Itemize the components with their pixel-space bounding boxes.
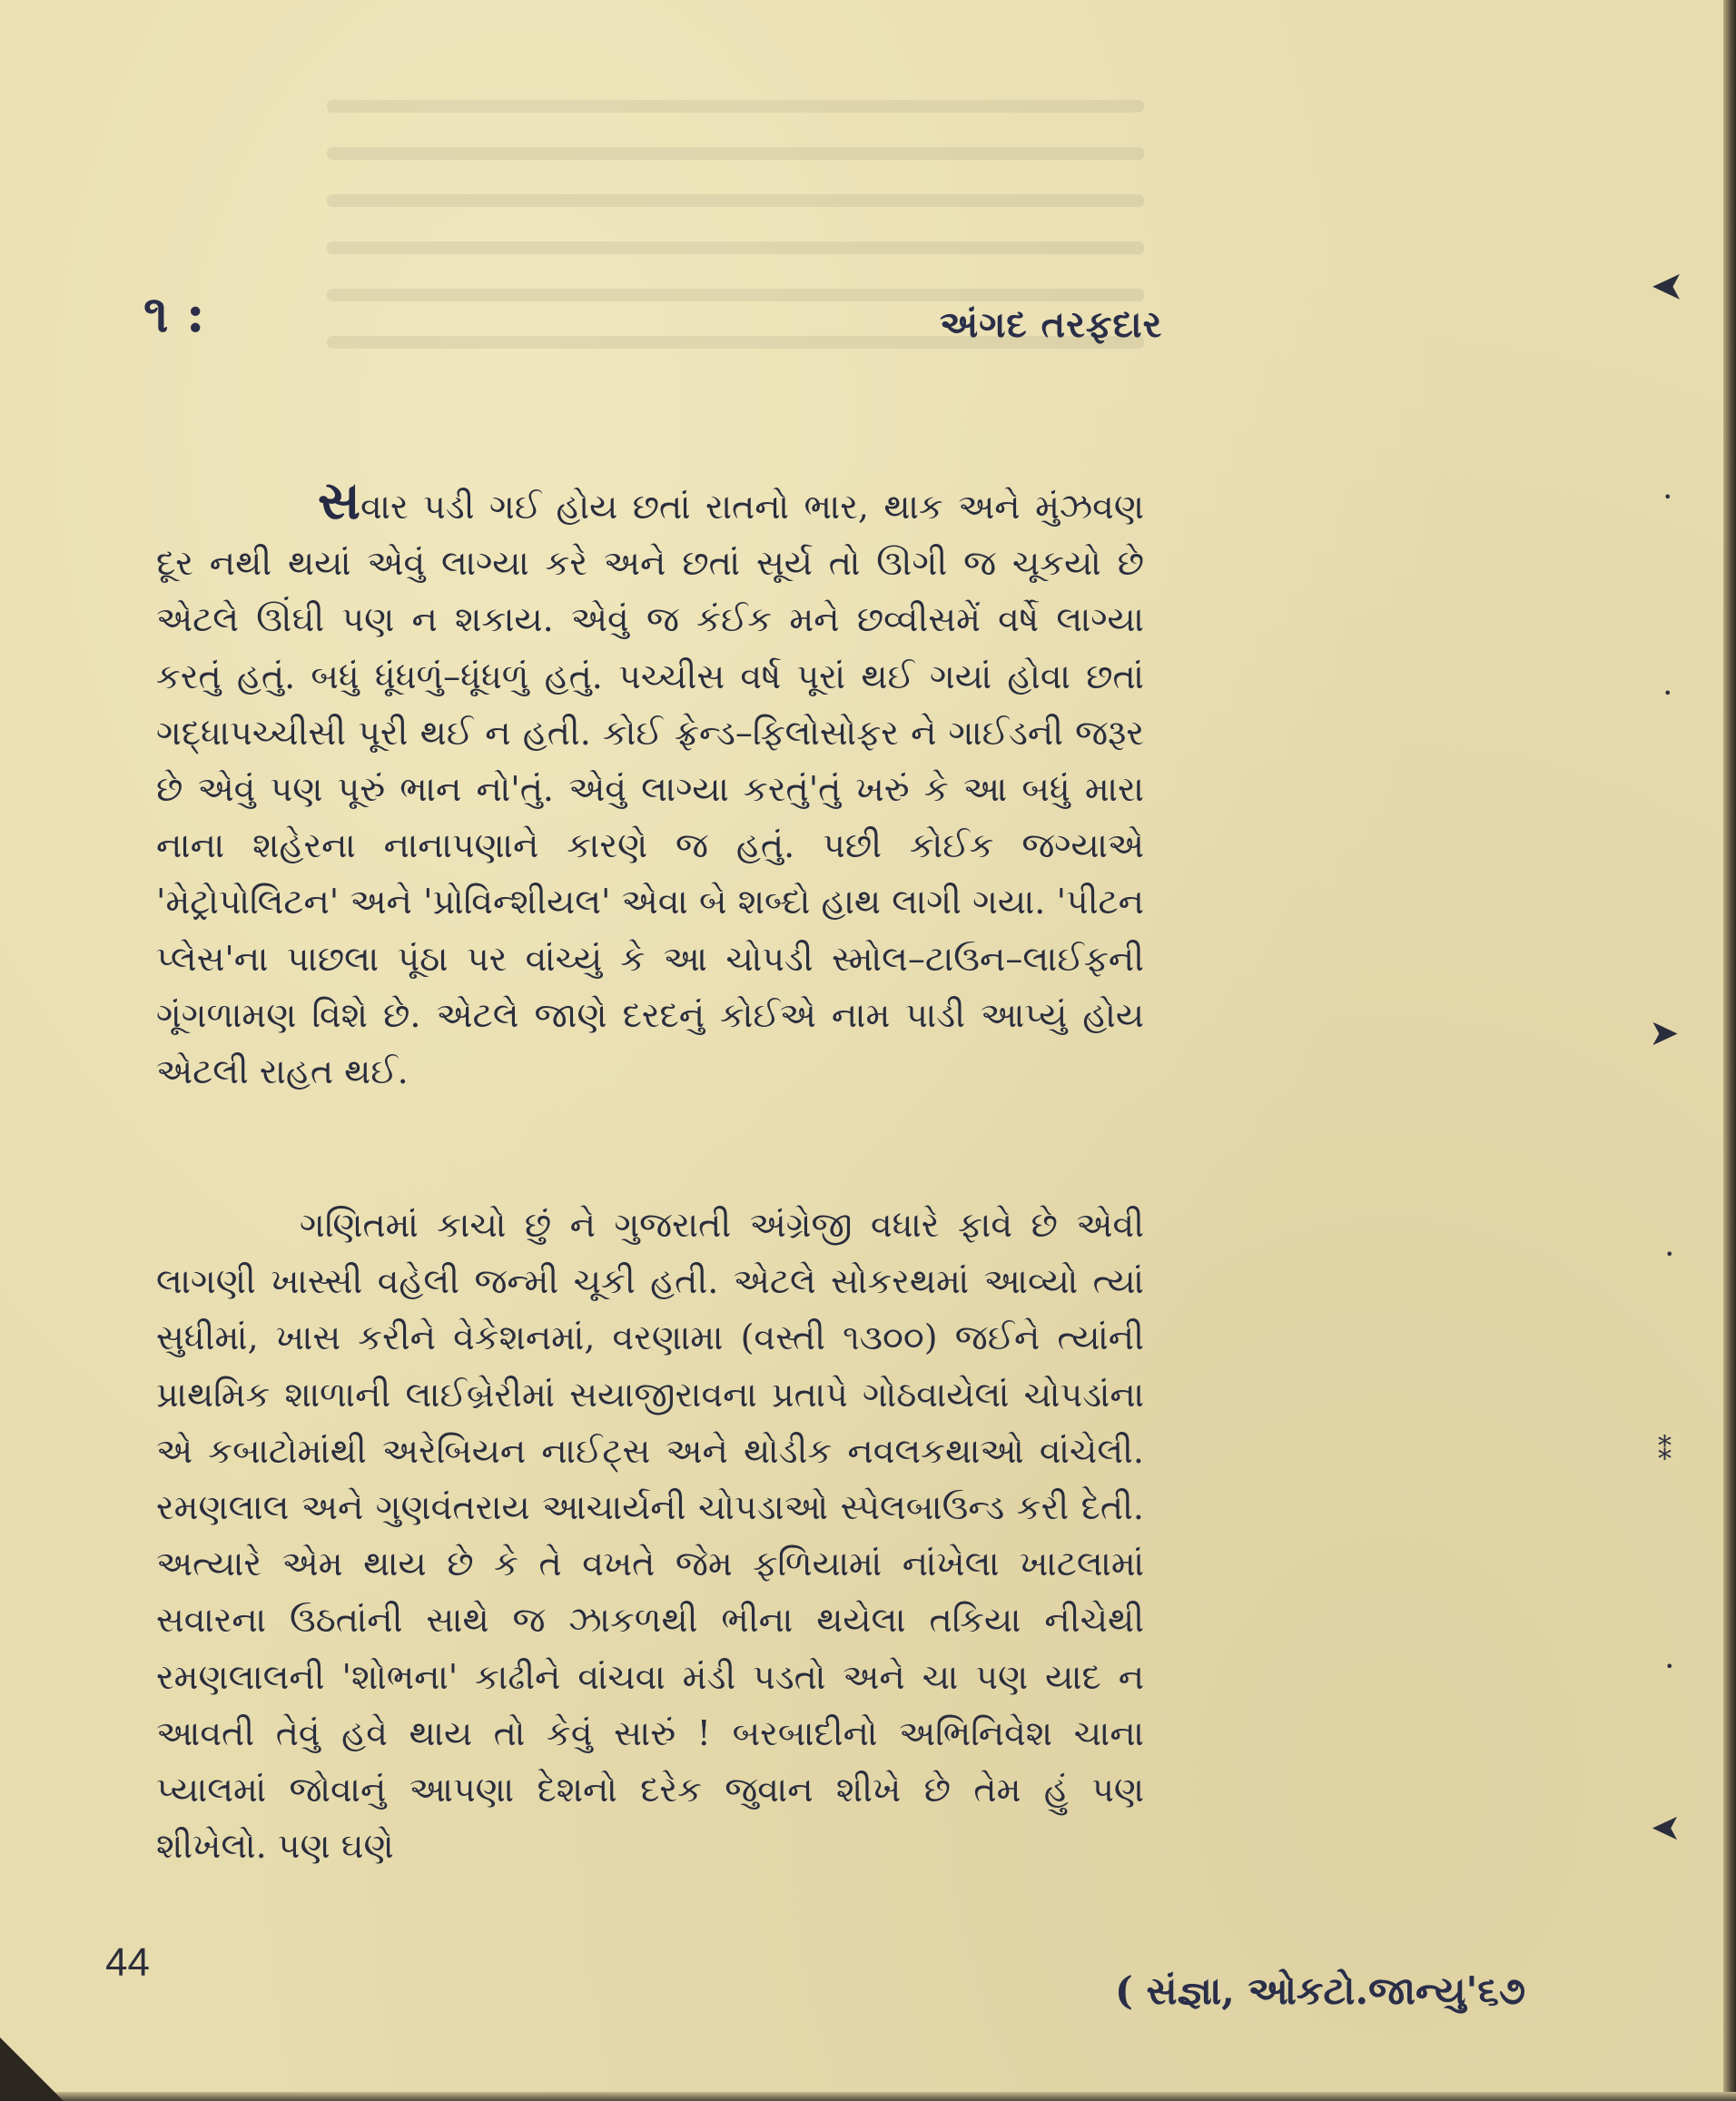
- margin-arrow-mark: ➤: [1649, 1012, 1680, 1054]
- drop-cap: સ: [318, 469, 360, 531]
- author-name: અંગદ તરફદાર: [940, 303, 1163, 346]
- paragraph-2-text: ગણિતમાં કાચો છું ને ગુજરાતી અંગ્રેજી વધારે ફાવે છે એવી લાગણી ખાસ્સી વહેલી જન્મી ચૂકી હતી. એટલે સોકરથમાં આવ્યો ત્યાં સુધીમાં, ખાસ કરીને વેકેશનમાં, વરણામા (વસ્તી ૧૩૦૦) જઈને ત્યાંની પ્રાથમિક શાળાની લાઈબ્રેરીમાં સયાજીરાવના પ્રતાપે ગોઠવાયેલાં ચોપડાંના એ કબાટોમાંથી અરેબિયન નાઈટ્સ અને થોડીક નવલકથાઓ વાંચેલી. રમણલાલ અને ગુણવંતરાય આચાર્યની ચોપડાઓ સ્પેલબાઉન્ડ કરી દેતી. અત્યારે એમ થાય છે કે તે વખતે જેમ ફળિયામાં નાંખેલા ખાટલામાં સવારના ઉઠતાંની સાથે જ ઝાકળથી ભીના થયેલા તકિયા નીચેથી રમણલાલની 'શોભના' કાઢીને વાંચવા મંડી પડતો અને ચા પણ યાદ ન આવતી તેવું હવે થાય તો કેવું સારું ! બરબાદીનો અભિનિવેશ ચાના પ્યાલમાં જોવાનું આપણા દેશનો દરેક જુવાન શીખે છે તેમ હું પણ શીખેલો. પણ ઘણે: [156, 1205, 1144, 1867]
- page-corner-fold: [0, 2037, 64, 2101]
- margin-dot-mark: •: [1663, 488, 1672, 506]
- margin-dot-mark: •: [1663, 685, 1672, 702]
- page-number: 44: [105, 1940, 150, 1985]
- page-edge-bottom: [0, 2092, 1736, 2101]
- paragraph-1-text: વાર પડી ગઈ હોય છતાં રાતનો ભાર, થાક અને મુંઝવણ દૂર નથી થયાં એવું લાગ્યા કરે અને છતાં સૂર્ય તો ઊગી જ ચૂકયો છે એટલે ઊંઘી પણ ન શકાય. એવું જ કંઈક મને છવ્વીસમેં વર્ષે લાગ્યા કરતું હતું. બધું ધૂંધળું–ધૂંધળું હતું. પચ્ચીસ વર્ષ પૂરાં થઈ ગયાં હોવા છતાં ગદ્ધાપચ્ચીસી પૂરી થઈ ન હતી. કોઈ ફ્રેન્ડ–ફિલોસોફર ને ગાઈડની જરૂર છે એવું પણ પૂરું ભાન નો'તું. એવું લાગ્યા કરતું'તું ખરું કે આ બધું મારા નાના શહેરના નાનાપણાને કારણે જ હતું. પછી કોઈક જગ્યાએ 'મેટ્રોપોલિટન' અને 'પ્રોવિન્શીયલ' એવા બે શબ્દો હાથ લાગી ગયા. 'પીટન પ્લેસ'ના પાછલા પૂંઠા પર વાંચ્યું કે આ ચોપડી સ્મોલ–ટાઉન–લાઈફની ગૂંગળામણ વિશે છે. એટલે જાણે દરદનું કોઈએ નામ પાડી આપ્યું હોય એટલી રાહત થઈ.: [156, 487, 1144, 1092]
- paragraph-1: [156, 469, 1144, 1100]
- publication-source: ( સંજ્ઞા, ઓકટો.જાન્યુ'૬૭: [1115, 1968, 1526, 2013]
- margin-dot-mark: •: [1665, 1246, 1674, 1263]
- margin-asterism-mark: ⁑: [1658, 1435, 1672, 1467]
- margin-arrow-mark: ➤: [1651, 1808, 1682, 1849]
- show-through-text: [327, 100, 1144, 427]
- margin-dot-mark: •: [1665, 1658, 1674, 1675]
- section-number: ૧ :: [143, 284, 205, 344]
- paragraph-2: [156, 1197, 1144, 1874]
- page-edge-right: [1723, 0, 1736, 2101]
- margin-arrow-mark: ➤: [1651, 264, 1684, 311]
